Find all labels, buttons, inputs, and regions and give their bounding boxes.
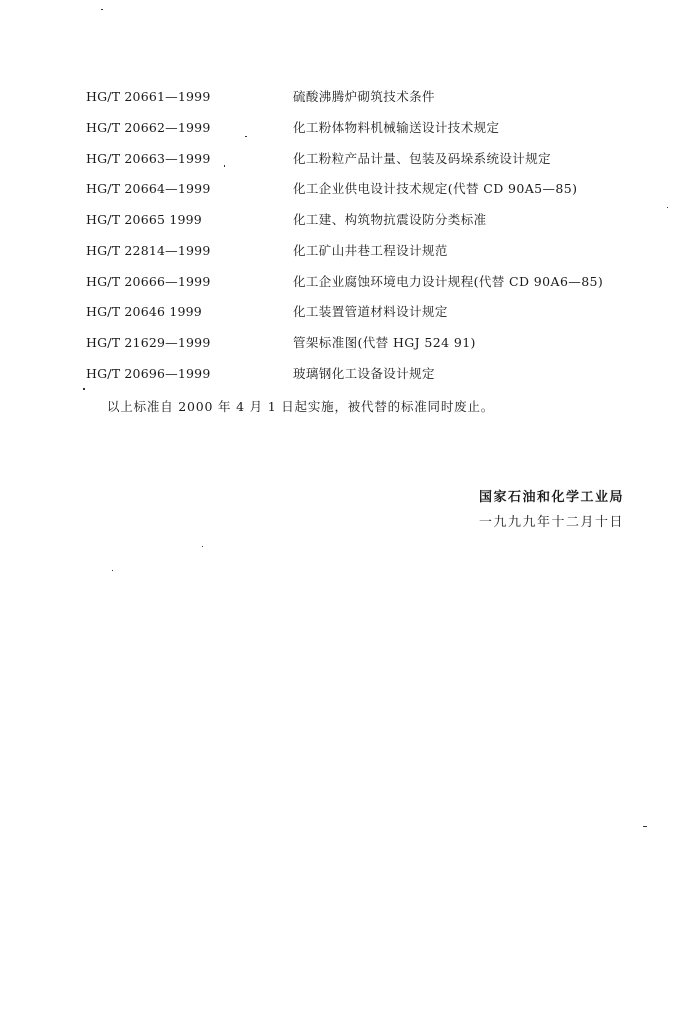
standard-code: HG/T 20664—1999 — [86, 181, 211, 196]
list-item — [0, 86, 689, 108]
list-item — [0, 209, 689, 231]
scan-speck — [643, 826, 647, 827]
standard-code: HG/T 20696—1999 — [86, 366, 211, 381]
issuing-authority: 国家石油和化学工业局 — [479, 490, 625, 505]
standard-title: 硫酸沸腾炉砌筑技术条件 — [293, 89, 435, 104]
standard-title: 化工企业供电设计技术规定(代替 CD 90A5—85) — [293, 181, 578, 196]
standard-code: HG/T 20662—1999 — [86, 120, 211, 135]
standard-title: 化工矿山井巷工程设计规范 — [293, 243, 448, 258]
list-item — [0, 240, 689, 262]
standard-code: HG/T 20665 1999 — [86, 212, 202, 227]
list-item — [0, 117, 689, 139]
standard-title: 化工建、构筑物抗震设防分类标准 — [293, 212, 487, 227]
standard-code: HG/T 20666—1999 — [86, 274, 211, 289]
standard-title: 化工粉体物料机械输送设计技术规定 — [293, 120, 500, 135]
standard-code: HG/T 22814—1999 — [86, 243, 211, 258]
list-item — [0, 301, 689, 323]
implementation-notice: 以上标准自 2000 年 4 月 1 日起实施，被代替的标准同时废止。 — [107, 399, 495, 414]
standard-code: HG/T 21629—1999 — [86, 335, 211, 350]
scan-speck — [667, 207, 668, 208]
list-item — [0, 148, 689, 170]
scan-speck — [224, 165, 225, 167]
scan-speck — [83, 388, 85, 390]
scan-speck — [112, 570, 113, 571]
standard-title: 化工粉粒产品计量、包装及码垛系统设计规定 — [293, 151, 552, 166]
standard-title: 化工装置管道材料设计规定 — [293, 304, 448, 319]
standard-code: HG/T 20646 1999 — [86, 304, 202, 319]
list-item — [0, 332, 689, 354]
standard-title: 玻璃钢化工设备设计规定 — [293, 366, 435, 381]
scan-speck — [101, 9, 103, 10]
standard-title: 管架标准图(代替 HGJ 524 91) — [293, 335, 476, 350]
list-item — [0, 271, 689, 293]
issue-date: 一九九九年十二月十日 — [479, 515, 625, 530]
list-item — [0, 363, 689, 385]
list-item — [0, 178, 689, 200]
standard-title: 化工企业腐蚀环境电力设计规程(代替 CD 90A6—85) — [293, 274, 604, 289]
standard-code: HG/T 20661—1999 — [86, 89, 211, 104]
scan-speck — [245, 136, 247, 137]
standard-code: HG/T 20663—1999 — [86, 151, 211, 166]
scan-speck — [202, 546, 203, 547]
